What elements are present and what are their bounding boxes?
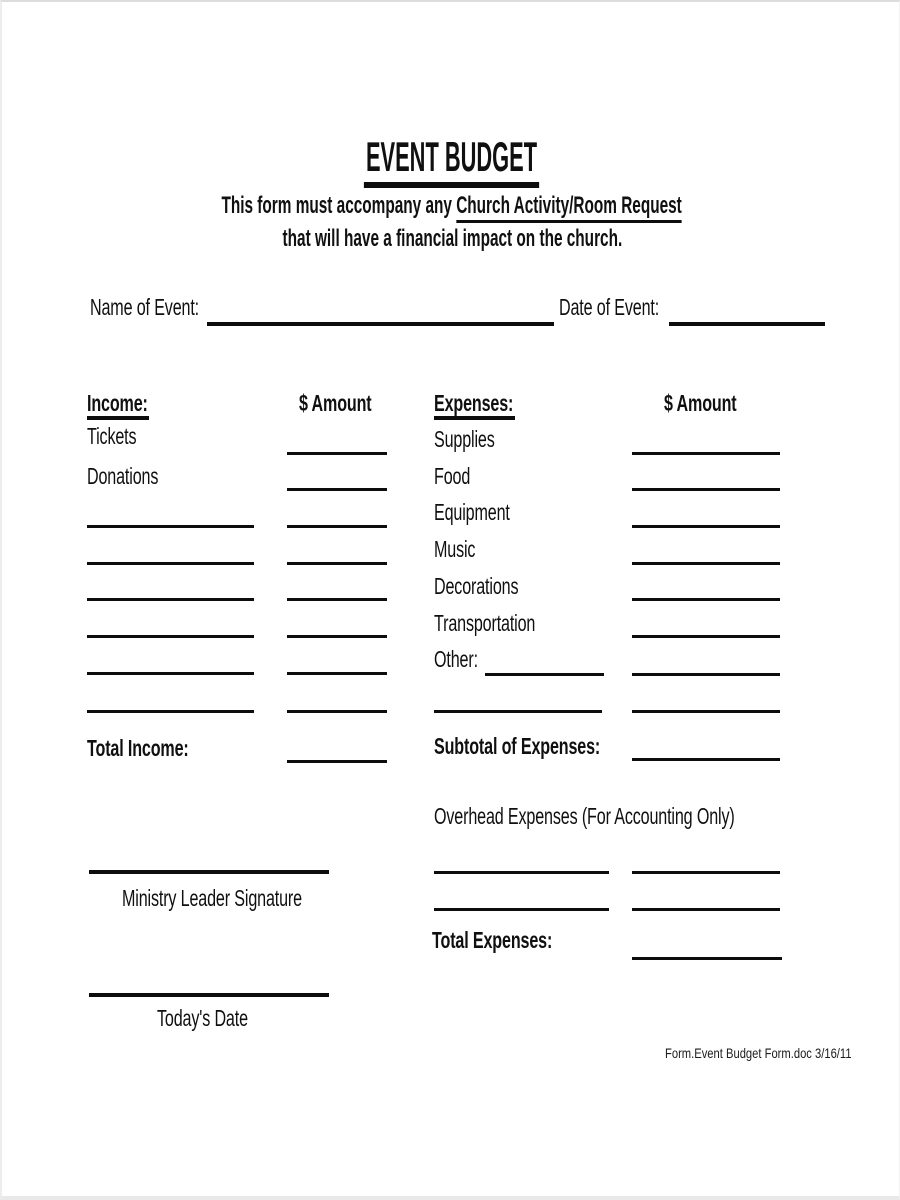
expense-item-label: Transportation bbox=[434, 610, 536, 636]
income-blank-item-field[interactable] bbox=[87, 598, 254, 601]
overhead-amount-field[interactable] bbox=[632, 871, 780, 874]
total-income-label: Total Income: bbox=[87, 735, 189, 761]
subtitle-underlined-text: Church Activity/Room Request bbox=[457, 192, 683, 223]
todays-date-label: Today's Date bbox=[157, 1005, 248, 1031]
income-amount-field[interactable] bbox=[287, 562, 387, 565]
name-of-event-field[interactable] bbox=[207, 322, 554, 326]
expenses-header-underline bbox=[434, 416, 515, 420]
page-title: EVENT BUDGET bbox=[364, 134, 539, 188]
date-of-event-label: Date of Event: bbox=[559, 294, 660, 320]
income-blank-item-field[interactable] bbox=[87, 525, 254, 528]
income-amount-field[interactable] bbox=[287, 710, 387, 713]
income-blank-item-field[interactable] bbox=[87, 562, 254, 565]
expense-item-label: Food bbox=[434, 463, 471, 489]
expense-item-label: Music bbox=[434, 536, 476, 562]
overhead-item-field[interactable] bbox=[434, 871, 609, 874]
income-blank-item-field[interactable] bbox=[87, 710, 254, 713]
income-item-label: Donations bbox=[87, 463, 159, 489]
expense-amount-field[interactable] bbox=[632, 598, 780, 601]
expense-amount-field[interactable] bbox=[632, 525, 780, 528]
income-blank-item-field[interactable] bbox=[87, 672, 254, 675]
total-expenses-label: Total Expenses: bbox=[432, 927, 553, 953]
income-amount-field[interactable] bbox=[287, 635, 387, 638]
income-header-underline bbox=[87, 416, 149, 420]
income-amount-field[interactable] bbox=[287, 488, 387, 491]
form-title-row bbox=[2, 134, 900, 188]
ministry-leader-signature-label: Ministry Leader Signature bbox=[122, 885, 302, 911]
expense-amount-field[interactable] bbox=[632, 635, 780, 638]
expense-amount-field[interactable] bbox=[632, 562, 780, 565]
income-amount-field[interactable] bbox=[287, 598, 387, 601]
subtitle-text-2: that will have a financial impact on the church. bbox=[282, 225, 622, 252]
expense-other-field[interactable] bbox=[485, 673, 604, 676]
total-income-field[interactable] bbox=[287, 760, 387, 763]
income-header: Income: bbox=[87, 390, 148, 416]
date-of-event-field[interactable] bbox=[669, 322, 825, 326]
expenses-header: Expenses: bbox=[434, 390, 514, 416]
form-subtitle-line2 bbox=[2, 225, 900, 252]
expense-blank-item-field[interactable] bbox=[434, 710, 602, 713]
expense-item-label: Equipment bbox=[434, 499, 510, 525]
income-amount-header: $ Amount bbox=[299, 390, 372, 416]
expense-item-label: Other: bbox=[434, 646, 478, 672]
overhead-amount-field[interactable] bbox=[632, 908, 780, 911]
expense-amount-field[interactable] bbox=[632, 452, 780, 455]
overhead-item-field[interactable] bbox=[434, 908, 609, 911]
expense-amount-field[interactable] bbox=[632, 710, 780, 713]
overhead-expenses-label: Overhead Expenses (For Accounting Only) bbox=[434, 803, 735, 829]
footer-filename-text: Form.Event Budget Form.doc 3/16/11 bbox=[665, 1045, 852, 1061]
ministry-leader-signature-field[interactable] bbox=[89, 870, 329, 874]
expense-amount-field[interactable] bbox=[632, 673, 780, 676]
income-amount-field[interactable] bbox=[287, 452, 387, 455]
income-amount-field[interactable] bbox=[287, 672, 387, 675]
name-of-event-label: Name of Event: bbox=[90, 294, 200, 320]
income-blank-item-field[interactable] bbox=[87, 635, 254, 638]
income-item-label: Tickets bbox=[87, 423, 137, 449]
expense-item-label: Supplies bbox=[434, 426, 495, 452]
todays-date-field[interactable] bbox=[89, 993, 329, 997]
expense-item-label: Decorations bbox=[434, 573, 519, 599]
subtotal-expenses-label: Subtotal of Expenses: bbox=[434, 733, 601, 759]
form-subtitle-line1 bbox=[2, 192, 900, 219]
subtitle-text: This form must accompany any bbox=[221, 192, 457, 219]
expense-amount-field[interactable] bbox=[632, 488, 780, 491]
income-amount-field[interactable] bbox=[287, 525, 387, 528]
total-expenses-field[interactable] bbox=[632, 957, 782, 960]
subtotal-expenses-field[interactable] bbox=[632, 758, 780, 761]
expenses-amount-header: $ Amount bbox=[664, 390, 737, 416]
